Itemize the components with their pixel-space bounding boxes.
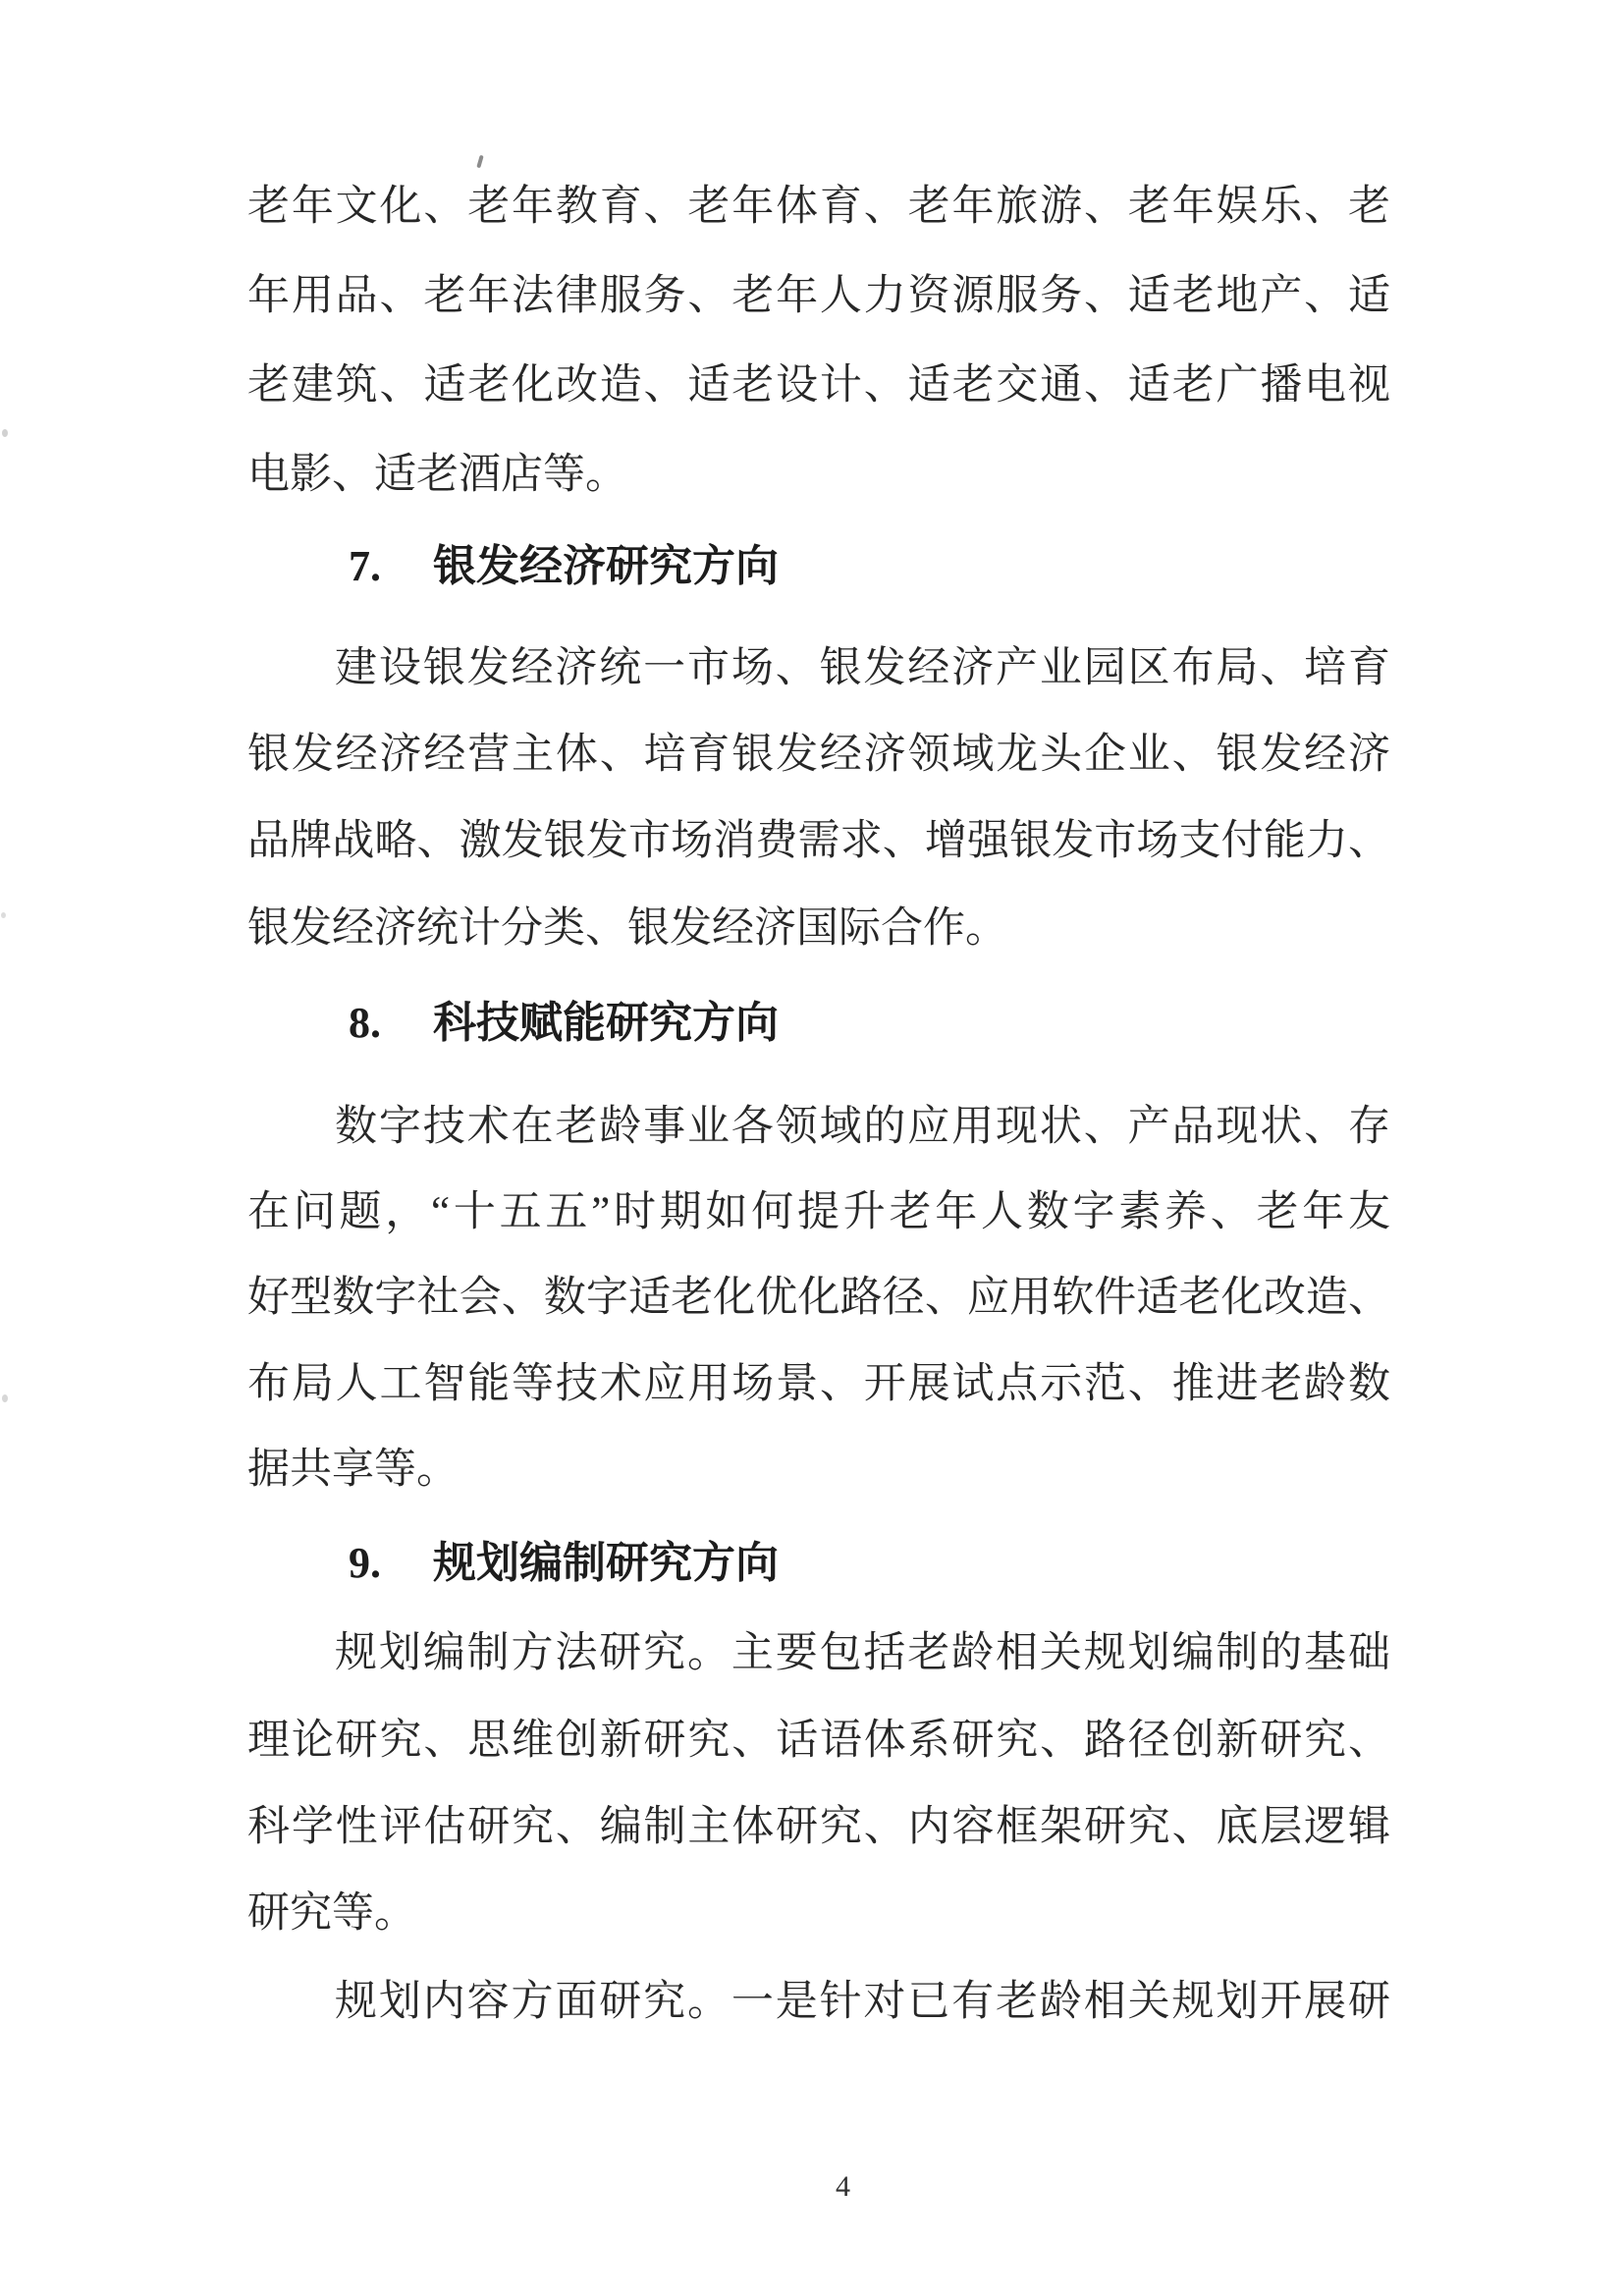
scan-artifact-tick — [476, 155, 483, 169]
scan-speck — [1, 912, 6, 918]
body-line: 研究等。 — [247, 1890, 416, 1937]
heading-number: 7. — [349, 542, 381, 590]
section-heading-7 — [247, 541, 1390, 591]
body-line: 品牌战略、激发银发市场消费需求、增强银发市场支付能力、 — [247, 818, 1390, 864]
body-line: 在问题，“十五五”时期如何提升老年人数字素养、老年友 — [247, 1189, 1390, 1235]
body-line: 老年文化、老年教育、老年体育、老年旅游、老年娱乐、老 — [247, 184, 1390, 230]
body-line: 年用品、老年法律服务、老年人力资源服务、适老地产、适 — [247, 273, 1390, 319]
body-line: 科学性评估研究、编制主体研究、内容框架研究、底层逻辑 — [247, 1804, 1390, 1850]
heading-title: 银发经济研究方向 — [433, 542, 779, 590]
page-number: 4 — [836, 2170, 850, 2203]
section-heading-8 — [247, 998, 1390, 1048]
body-line: 电影、适老酒店等。 — [247, 452, 627, 498]
body-line: 理论研究、思维创新研究、话语体系研究、路径创新研究、 — [247, 1718, 1390, 1764]
heading-title: 科技赋能研究方向 — [433, 999, 779, 1047]
scan-speck — [2, 1394, 8, 1402]
heading-number: 9. — [349, 1539, 381, 1587]
body-line: 建设银发经济统一市场、银发经济产业园区布局、培育 — [335, 645, 1390, 691]
body-line: 好型数字社会、数字适老化优化路径、应用软件适老化改造、 — [247, 1275, 1390, 1321]
body-line: 数字技术在老龄事业各领域的应用现状、产品现状、存 — [335, 1104, 1390, 1150]
heading-title: 规划编制研究方向 — [433, 1539, 779, 1587]
body-line: 据共享等。 — [247, 1447, 459, 1493]
body-line: 银发经济经营主体、培育银发经济领域龙头企业、银发经济 — [247, 732, 1390, 778]
body-line: 规划内容方面研究。一是针对已有老龄相关规划开展研 — [335, 1979, 1390, 2025]
heading-number: 8. — [349, 999, 381, 1047]
body-line: 规划编制方法研究。主要包括老龄相关规划编制的基础 — [335, 1630, 1390, 1676]
body-line: 银发经济统计分类、银发经济国际合作。 — [247, 905, 1007, 952]
body-line: 布局人工智能等技术应用场景、开展试点示范、推进老龄数 — [247, 1361, 1390, 1407]
body-line: 老建筑、适老化改造、适老设计、适老交通、适老广播电视 — [247, 362, 1390, 409]
scan-speck — [2, 429, 8, 437]
section-heading-9 — [247, 1538, 1390, 1588]
